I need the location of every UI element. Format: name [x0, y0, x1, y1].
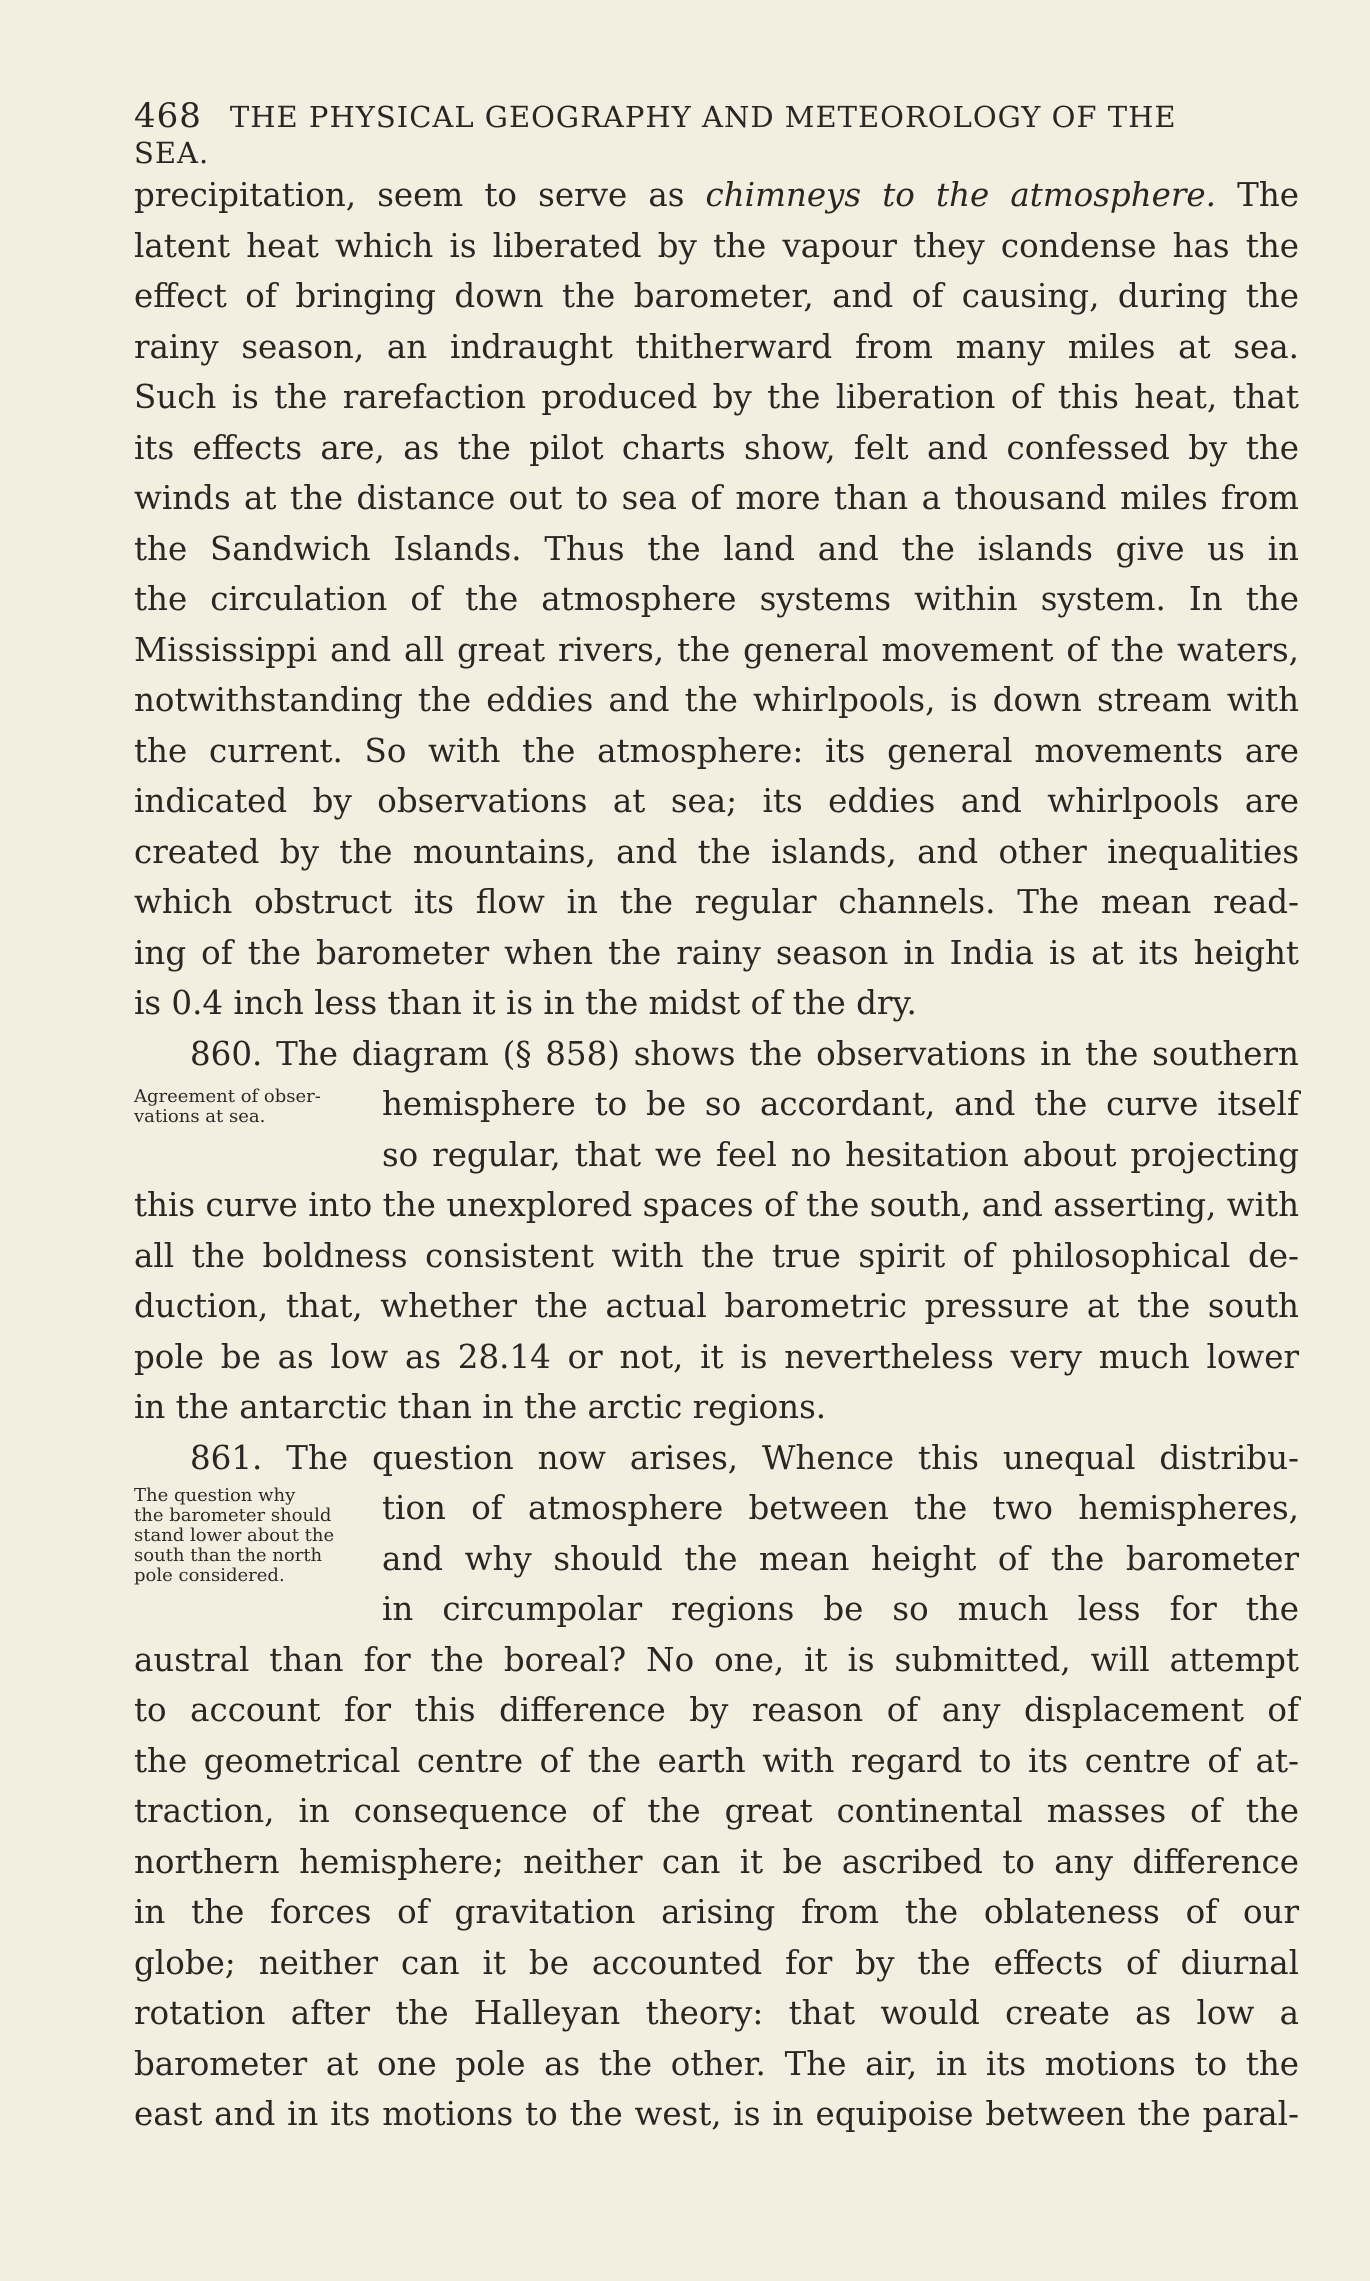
text-line: Such is the rarefaction produced by the liberation of this heat, that: [134, 378, 1299, 416]
text-line: duction, that, whether the actual barometric pressure at the south: [134, 1287, 1299, 1325]
text-line: northern hemisphere; neither can it be ascribed to any difference: [134, 1842, 1299, 1881]
text-line: pole be as low as 28.14 or not, it is nevertheless very much lower: [134, 1337, 1299, 1376]
text-line: precipitation, seem to serve as chimneys to the atmosphere. The: [134, 176, 1299, 214]
text-line: east and in its motions to the west, is in equipoise between the paral-: [134, 2095, 1299, 2133]
text-line: in the antarctic than in the arctic regions.: [134, 1388, 827, 1426]
text-line: the Sandwich Islands. Thus the land and the islands give us in: [134, 529, 1299, 568]
text-line: austral than for the boreal? No one, it is submitted, will attempt: [134, 1640, 1299, 1679]
text-line: effect of bringing down the barometer, and of causing, during the: [134, 277, 1299, 315]
text-line: winds at the distance out to sea of more than a thousand miles from: [134, 479, 1299, 517]
text-line: traction, in consequence of the great continental masses of the: [134, 1792, 1299, 1830]
text-line: Mississippi and all great rivers, the general movement of the waters,: [134, 630, 1299, 669]
text-line: hemisphere to be so accordant, and the curve itself: [382, 1085, 1299, 1123]
text-line: latent heat which is liberated by the vapour they condense has the: [134, 226, 1299, 265]
text-line: the current. So with the atmosphere: its general movements are: [134, 731, 1299, 770]
margin-note-agreement: Agreement of obser- vations at sea.: [134, 1086, 321, 1127]
text-line: the circulation of the atmosphere systems within system. In the: [134, 580, 1299, 618]
text-line: globe; neither can it be accounted for by the effects of diurnal: [134, 1943, 1299, 1982]
text-line: in the forces of gravitation arising from the oblateness of our: [134, 1893, 1299, 1931]
text-line: ing of the barometer when the rainy season in India is at its height: [134, 933, 1299, 972]
text-line: this curve into the unexplored spaces of the south, and asserting, with: [134, 1186, 1299, 1224]
text-line: tion of atmosphere between the two hemispheres,: [382, 1489, 1299, 1527]
margin-note-question: The question why the barometer should stand lower about the south than the north pole considered.: [134, 1485, 335, 1586]
running-title: THE PHYSICAL GEOGRAPHY AND METEOROLOGY OF THE SEA.: [134, 100, 1177, 170]
paragraph-861-start: 861. The question now arises, Whence this unequal distribu-: [190, 1438, 1299, 1477]
text-line: its effects are, as the pilot charts show, felt and confessed by the: [134, 428, 1299, 467]
text-line: the geometrical centre of the earth with regard to its centre of at-: [134, 1741, 1299, 1780]
text-line: in circumpolar regions be so much less for the: [382, 1590, 1299, 1628]
page-number: 468: [134, 96, 202, 136]
running-header: [134, 96, 1234, 170]
text-line: is 0.4 inch less than it is in the midst of the dry.: [134, 984, 917, 1022]
text-line: barometer at one pole as the other. The air, in its motions to the: [134, 2044, 1299, 2083]
text-line: to account for this difference by reason of any displacement of: [134, 1691, 1299, 1729]
text-line: created by the mountains, and the islands, and other inequalities: [134, 832, 1299, 871]
text-line: which obstruct its flow in the regular channels. The mean read-: [134, 883, 1299, 921]
text-line: and why should the mean height of the barometer: [382, 1539, 1299, 1578]
italic-phrase: chimneys to the atmosphere.: [705, 176, 1216, 214]
text-line: so regular, that we feel no hesitation about projecting: [382, 1135, 1299, 1174]
text-line: rotation after the Halleyan theory: that would create as low a: [134, 1994, 1299, 2032]
text-line: rainy season, an indraught thitherward from many miles at sea.: [134, 327, 1299, 366]
text-line: all the boldness consistent with the true spirit of philosophical de-: [134, 1236, 1299, 1275]
text-line: notwithstanding the eddies and the whirlpools, is down stream with: [134, 681, 1299, 719]
body-text: [134, 170, 1299, 2140]
paragraph-860-start: 860. The diagram (§ 858) shows the observations in the southern: [190, 1034, 1299, 1073]
text-line: indicated by observations at sea; its eddies and whirlpools are: [134, 782, 1299, 820]
